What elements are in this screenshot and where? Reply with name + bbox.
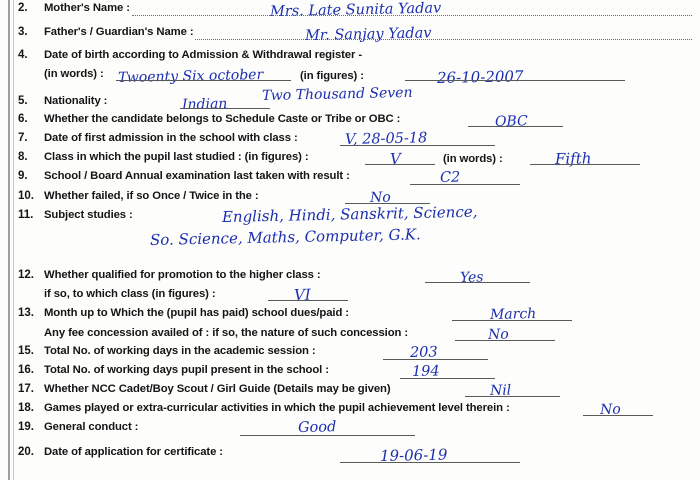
row-label: School / Board Annual examination last taken with result : xyxy=(44,170,350,182)
answer-underline xyxy=(400,378,495,379)
answer-underline xyxy=(268,300,348,301)
answer-games-activities: No xyxy=(599,401,621,418)
form-left-margin-rule-secondary xyxy=(13,0,14,480)
answer-underline xyxy=(240,435,415,436)
answer-application-date: 19-06-19 xyxy=(379,445,448,465)
answer-underline xyxy=(452,320,572,321)
row-number: 18. xyxy=(18,402,34,414)
answer-ncc-scout-guide: Nil xyxy=(489,382,512,399)
row-sublabel-in-words: (in words) : xyxy=(44,68,104,80)
row-sublabel-in-words: (in words) : xyxy=(443,153,503,165)
row-label: Whether qualified for promotion to the higher class : xyxy=(44,269,321,281)
row-number: 13. xyxy=(18,307,34,319)
row-label: Mother's Name : xyxy=(44,2,130,14)
row-label: Total No. of working days in the academic session : xyxy=(44,345,316,357)
answer-underline xyxy=(340,462,520,463)
answer-total-working-days: 203 xyxy=(409,344,438,361)
form-row-9 xyxy=(18,168,694,190)
row-label: Nationality : xyxy=(44,95,108,107)
row-label: Date of first admission in the school with class : xyxy=(44,132,298,144)
row-label: Date of application for certificate : xyxy=(44,446,223,458)
row-number: 6. xyxy=(18,113,28,125)
row-number: 3. xyxy=(18,26,28,38)
row-number: 19. xyxy=(18,421,34,433)
answer-underline xyxy=(455,340,555,341)
answer-underline xyxy=(405,80,625,81)
answer-underline xyxy=(410,184,520,185)
form-row-13 xyxy=(18,305,694,327)
row-number: 9. xyxy=(18,170,28,182)
answer-last-class-words: Fifth xyxy=(554,149,592,168)
answer-subjects-line2: So. Science, Maths, Computer, G.K. xyxy=(149,225,421,249)
answer-last-class-figures: V xyxy=(389,149,402,168)
answer-days-present: 194 xyxy=(411,363,440,380)
answer-subjects-line1: English, Hindi, Sanskrit, Science, xyxy=(221,202,478,226)
answer-caste-category: OBC xyxy=(494,113,528,130)
answer-dues-paid-month: March xyxy=(489,306,537,323)
answer-mother-name: Mrs. Late Sunita Yadav xyxy=(269,0,442,20)
row-number: 20. xyxy=(18,446,34,458)
answer-underline xyxy=(425,282,530,283)
row-label: Class in which the pupil last studied : (in figures) : xyxy=(44,151,309,163)
answer-underline xyxy=(180,108,270,109)
answer-line[interactable] xyxy=(195,24,692,40)
answer-general-conduct: Good xyxy=(297,419,337,436)
row-number: 2. xyxy=(18,2,28,14)
row-sublabel-promotion-class: if so, to which class (in figures) : xyxy=(44,288,216,300)
answer-qualified-promotion: Yes xyxy=(459,269,484,286)
row-number: 7. xyxy=(18,132,28,144)
answer-underline xyxy=(465,396,560,397)
answer-dob-in-words: Twoenty Six october xyxy=(117,66,264,86)
answer-fee-concession: No xyxy=(487,326,509,343)
answer-first-admission: V, 28-05-18 xyxy=(344,130,428,148)
answer-underline xyxy=(340,145,495,146)
answer-underline xyxy=(365,164,435,165)
row-label: Games played or extra-curricular activities in which the pupil achievement level therein : xyxy=(44,402,510,414)
answer-underline xyxy=(583,415,653,416)
row-number: 5. xyxy=(18,95,28,107)
row-label: Whether NCC Cadet/Boy Scout / Girl Guide (Details may be given) xyxy=(44,383,391,395)
answer-annual-exam-result: C2 xyxy=(439,169,461,186)
row-number: 17. xyxy=(18,383,34,395)
row-label: Father's / Guardian's Name : xyxy=(44,26,194,38)
row-number: 11. xyxy=(18,209,34,221)
answer-dob-year-words: Two Thousand Seven xyxy=(261,84,413,104)
row-label: Month up to Which the (pupil has paid) school dues/paid : xyxy=(44,307,349,319)
row-label: Total No. of working days pupil present in the school : xyxy=(44,364,329,376)
row-number: 15. xyxy=(18,345,34,357)
row-label: Whether failed, if so Once / Twice in the : xyxy=(44,190,259,202)
answer-dob-in-figures: 26-10-2007 xyxy=(436,67,524,87)
answer-underline xyxy=(468,126,563,127)
row-number: 8. xyxy=(18,151,28,163)
form-row-19 xyxy=(18,419,694,441)
row-sublabel-in-figures: (in figures) : xyxy=(300,70,364,82)
row-label: General conduct : xyxy=(44,421,139,433)
answer-underline xyxy=(116,80,291,81)
answer-nationality: Indian xyxy=(181,96,228,113)
row-label: Date of birth according to Admission & Withdrawal register - xyxy=(44,49,362,61)
answer-father-name: Mr. Sanjay Yadav xyxy=(304,25,432,44)
answer-promotion-class: VI xyxy=(293,285,311,304)
row-number: 12. xyxy=(18,269,34,281)
row-number: 16. xyxy=(18,364,34,376)
answer-whether-failed: No xyxy=(369,189,391,206)
row-number: 4. xyxy=(18,49,28,61)
row-label: Subject studies : xyxy=(44,209,133,221)
row-label: Whether the candidate belongs to Schedule Caste or Tribe or OBC : xyxy=(44,113,401,125)
answer-underline xyxy=(383,359,488,360)
row-number: 10. xyxy=(18,190,34,202)
form-left-margin-rule xyxy=(8,0,10,480)
row-label: Any fee concession availed of : if so, the nature of such concession : xyxy=(44,327,408,339)
answer-underline xyxy=(530,164,640,165)
